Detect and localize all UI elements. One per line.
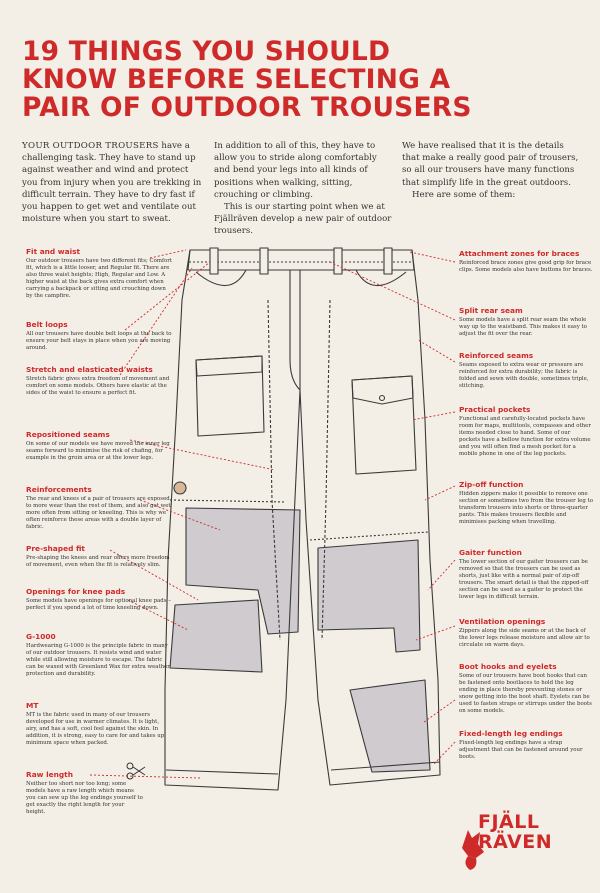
- intro-col3-p1: We have realised that it is the details that make a really good pair of trousers, so all our trousers have many functions that simplify life in the great outdoors.: [402, 141, 579, 188]
- feature-g-1000: [26, 633, 172, 678]
- knee-pad-opening: [170, 600, 262, 672]
- feature-ventilation: [459, 618, 593, 649]
- feature-fixed-length: [459, 730, 593, 761]
- feature-title: Fit and waist: [26, 247, 81, 256]
- feature-text: Neither too short nor too long; some models have a raw length which means you can sew up the leg endings yourself to get exactly the right length for your height.: [26, 780, 143, 815]
- title-line-2: KNOW BEFORE SELECTING A: [22, 64, 451, 95]
- feature-text: The lower section of our gaiter trousers can be removed so that the trousers can be used as shorts, just like with a normal pair of zip-off trousers. The smart detail is that the zipped-off section can be used as a gaiter to protect the lower legs in difficult terrain.: [459, 558, 589, 600]
- title-line-3: PAIR OF OUTDOOR TROUSERS: [22, 92, 472, 123]
- feature-title: Stretch and elasticated waists: [26, 365, 153, 374]
- feature-text: Hardwearing G-1000 is the principle fabric in many of our outdoor trousers. It resists wind and water while still allowing moisture to escape. The fabric can be waxed with Greenland Wax for extra weather protection and durability.: [26, 642, 170, 677]
- belt-loop: [260, 248, 268, 274]
- thigh-pocket: [196, 356, 264, 436]
- feature-title: Reinforced seams: [459, 351, 534, 360]
- feature-split-rear-seam: [459, 307, 593, 338]
- feature-text: Reinforced brace zones give good grip for brace clips. Some models also have buttons for braces.: [459, 259, 593, 273]
- feature-title: Pre-shaped fit: [26, 544, 85, 553]
- feature-title: MT: [26, 701, 39, 710]
- intro-col2-p1: In addition to all of this, they have to allow you to stride along comfortably and bend your legs into all kinds of positions when walking, sitting, crouching or climbing.: [214, 141, 377, 200]
- feature-fit-and-waist: [26, 248, 172, 300]
- feature-reinforced-seams: [459, 352, 593, 390]
- feature-text: Some models have a split rear seam the whole way up to the waistband. This makes it easy to adjust the fit over the rear.: [459, 316, 587, 337]
- feature-belt-loops: [26, 321, 172, 352]
- intro-col3-p2: Here are some of them:: [412, 189, 516, 200]
- feature-text: The rear and knees of a pair of trousers are exposed to more wear than the rest of them, and also get wet more often from sitting or kneeling. This is why we often reinforce these areas with a double layer of fabric.: [26, 495, 171, 530]
- feature-practical-pockets: [459, 406, 593, 458]
- feature-title: Fixed-length leg endings: [459, 729, 563, 738]
- feature-boot-hooks: [459, 663, 593, 715]
- feature-title: Ventilation openings: [459, 617, 546, 626]
- feature-mt: [26, 702, 172, 747]
- feature-title: Zip-off function: [459, 480, 524, 489]
- feature-text: Our outdoor trousers have two different fits; Comfort fit, which is a little looser, and Regular fit. There are also three waist heights; High, Regular and Low. A higher waist at the back gives extra comfort when carrying a backpack or sitting and crouching down by the campfire.: [26, 257, 172, 299]
- feature-text: On some of our models we have moved the inner leg seams forward to minimise the risk of chafing, for example in the groin area or at the lower legs.: [26, 440, 170, 461]
- feature-title: Gaiter function: [459, 548, 522, 557]
- feature-text: Seams exposed to extra wear or pressure are reinforced for extra durability; the fabric is folded and sewn with double, sometimes triple, stitching.: [459, 361, 589, 389]
- front-pocket-left: [196, 270, 246, 286]
- belt-loop: [384, 248, 392, 274]
- feature-reinforcements: [26, 486, 172, 531]
- feature-zip-off: [459, 481, 593, 526]
- knee-button: [174, 482, 186, 494]
- intro-col1-text: have a challenging task. They have to stand up against weather and wind and protect you from injury when you are trekking in difficult terrain. They have to dry fast if you happen to get wet and ventilate out moisture when you start to sweat.: [22, 141, 202, 225]
- feature-text: Some of our trousers have boot hooks that can be fastened onto bootlaces to hold the leg ending in place thereby preventing stones or snow getting into the boot shaft. Eyelets can be used to fasten straps or stirrups under the boots on some models.: [459, 672, 592, 714]
- feature-text: Stretch fabric gives extra freedom of movement and comfort on some models. Others have elastic at the sides of the waist to ensure a perfect fit.: [26, 375, 170, 396]
- feature-raw-length: [26, 771, 144, 816]
- feature-text: Fixed-length leg endings have a strap adjustment that can be fastened around your boots.: [459, 739, 583, 760]
- feature-repositioned-seams: [26, 431, 172, 462]
- belt-loop: [210, 248, 218, 274]
- feature-text: Hidden zippers make it possible to remove one section or sometimes two from the trouser leg to transform trousers into shorts or three-quarter pants. This makes trousers flexible and minimises packing when travelling.: [459, 490, 593, 525]
- logo-line-2: RÄVEN: [478, 831, 553, 853]
- feature-title: Attachment zones for braces: [459, 249, 580, 258]
- feature-knee-pad-openings: [26, 588, 172, 612]
- title-line-1: 19 THINGS YOU SHOULD: [22, 36, 391, 67]
- feature-title: Split rear seam: [459, 306, 523, 315]
- feature-text: All our trousers have double belt loops at the back to ensure your belt stays in place when you are moving around.: [26, 330, 172, 351]
- feature-text: Pre-shaping the knees and rear offers more freedom of movement, even when the fit is relatively slim.: [26, 554, 170, 568]
- brand-logo: [478, 812, 588, 852]
- feature-text: MT is the fabric used in many of our trousers developed for use in warmer climates. It is light, airy, and has a soft, cool feel against the skin. In addition, it is strong, easy to care for and takes up minimum space when packed.: [26, 711, 165, 746]
- intro-col2-p2: This is our starting point when we at Fjällräven develop a new pair of outdoor trousers.: [214, 202, 392, 237]
- feature-gaiter-function: [459, 549, 593, 601]
- intro-lead: YOUR OUTDOOR TROUSERS: [22, 141, 159, 151]
- belt-loop: [334, 248, 342, 274]
- feature-text: Some models have openings for optional knee pads – perfect if you spend a lot of time kneeling down.: [26, 597, 171, 611]
- feature-brace-zones: [459, 250, 593, 274]
- feature-title: Reinforcements: [26, 485, 92, 494]
- feature-text: Functional and carefully-located pockets have room for maps, multitools, compasses and other items needed close to hand. Some of our pockets have a bellow function for extra volume and you will often find a mesh pocket for a mobile phone in one of the leg pockets.: [459, 415, 591, 457]
- feature-title: Belt loops: [26, 320, 68, 329]
- feature-stretch-waists: [26, 366, 172, 397]
- feature-title: Practical pockets: [459, 405, 531, 414]
- waistband: [188, 250, 414, 270]
- feature-pre-shaped-fit: [26, 545, 172, 569]
- logo-line-1: FJÄLL: [478, 811, 540, 833]
- feature-title: G-1000: [26, 632, 56, 641]
- feature-text: Zippers along the side seams or at the back of the lower legs release moisture and allow air to circulate on warm days.: [459, 627, 590, 648]
- feature-title: Openings for knee pads: [26, 587, 126, 596]
- leg-pocket: [352, 376, 416, 474]
- feature-title: Boot hooks and eyelets: [459, 662, 557, 671]
- feature-title: Repositioned seams: [26, 430, 110, 439]
- feature-title: Raw length: [26, 770, 73, 779]
- knee-reinforcement-right: [318, 540, 420, 652]
- lower-leg-reinforcement: [350, 680, 430, 772]
